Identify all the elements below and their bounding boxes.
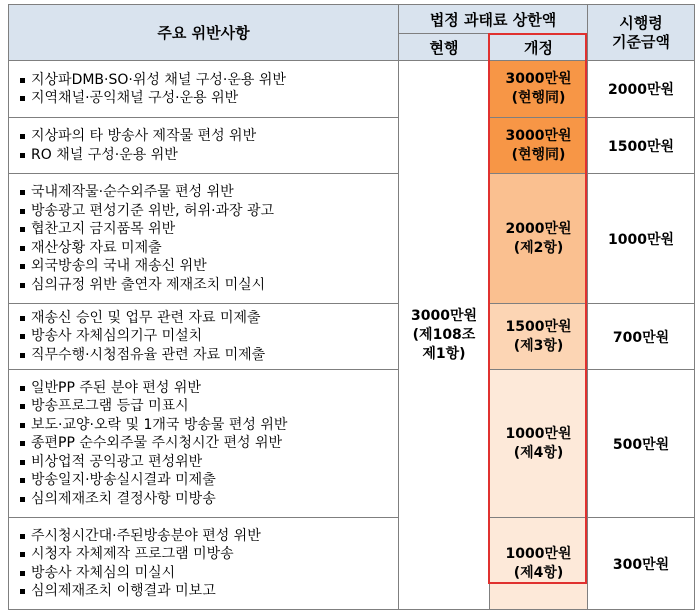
violation-item: 일반PP 주된 분야 편성 위반 xyxy=(19,379,398,398)
table-row xyxy=(9,304,695,370)
violation-item: 협찬고지 금지품목 위반 xyxy=(19,220,398,239)
revised-limit-amount: 3000만원 xyxy=(505,127,572,144)
violation-list xyxy=(19,127,398,164)
violation-item: 국내제작물·순수외주물 편성 위반 xyxy=(19,183,398,202)
header-legal-limit: 법정 과태료 상한액 xyxy=(399,5,588,34)
revised-limit-clause: (제2항) xyxy=(513,239,564,256)
base-amount-cell: 500만원 xyxy=(588,370,695,518)
current-limit-line3: 제1항) xyxy=(422,345,466,362)
violation-item: 심의제재조치 결정사항 미방송 xyxy=(19,490,398,509)
violations-cell xyxy=(9,174,399,304)
revised-limit-clause: (제4항) xyxy=(513,444,564,461)
revised-limit-amount: 3000만원 xyxy=(505,71,572,87)
violation-item: 시청자 자체제작 프로그램 미방송 xyxy=(19,545,398,564)
table-row xyxy=(9,118,695,174)
violation-item: 방송광고 편성기준 위반, 허위·과장 광고 xyxy=(19,202,398,221)
violation-item: 재송신 승인 및 업무 관련 자료 미제출 xyxy=(19,309,398,328)
violation-item: 방송사 자체심의기구 미설치 xyxy=(19,327,398,346)
violation-item: 지상파의 타 방송사 제작물 편성 위반 xyxy=(19,127,398,146)
table-row xyxy=(9,518,695,610)
base-amount-cell: 1500만원 xyxy=(588,118,695,174)
violation-item: RO 채널 구성·운용 위반 xyxy=(19,146,398,165)
violation-list xyxy=(19,527,398,601)
table-row xyxy=(9,370,695,518)
current-limit-cell xyxy=(399,61,490,610)
violation-item: 지상파DMB·SO·위성 채널 구성·운용 위반 xyxy=(19,71,398,90)
violation-item: 직무수행·시청점유율 관련 자료 미제출 xyxy=(19,346,398,365)
violation-item: 방송프로그램 등급 미표시 xyxy=(19,397,398,416)
violation-list xyxy=(19,183,398,294)
table-row xyxy=(9,174,695,304)
base-amount-cell: 1000만원 xyxy=(588,174,695,304)
header-violations: 주요 위반사항 xyxy=(9,5,399,61)
revised-limit-cell xyxy=(490,370,588,518)
violations-cell xyxy=(9,118,399,174)
current-limit-line2: (제108조 xyxy=(412,326,476,343)
violation-list xyxy=(19,309,398,365)
violation-item: 방송사 자체심의 미실시 xyxy=(19,564,398,583)
penalty-table xyxy=(8,4,695,610)
violation-item: 지역채널·공익채널 구성·운용 위반 xyxy=(19,89,398,108)
revised-limit-amount: 1000만원 xyxy=(505,545,572,562)
header-base-line1: 시행령 xyxy=(619,13,663,32)
revised-limit-cell xyxy=(490,518,588,610)
revised-limit-clause: (제4항) xyxy=(513,564,564,581)
violation-item: 심의제재조치 이행결과 미보고 xyxy=(19,582,398,601)
violation-item: 비상업적 공익광고 편성위반 xyxy=(19,453,398,472)
violation-item: 방송일지·방송실시결과 미제출 xyxy=(19,471,398,490)
revised-limit-cell xyxy=(490,304,588,370)
table-row xyxy=(9,61,695,118)
violations-cell xyxy=(9,370,399,518)
violation-item: 보도·교양·오락 및 1개국 방송물 편성 위반 xyxy=(19,416,398,435)
base-amount-cell: 300만원 xyxy=(588,518,695,610)
violation-item: 재산상황 자료 미제출 xyxy=(19,239,398,258)
current-limit-line1: 3000만원 xyxy=(410,307,477,324)
violations-cell xyxy=(9,304,399,370)
violation-list xyxy=(19,71,398,108)
violation-item: 주시청시간대·주된방송분야 편성 위반 xyxy=(19,527,398,546)
violations-cell xyxy=(9,61,399,118)
revised-limit-cell xyxy=(490,61,588,118)
violations-cell xyxy=(9,518,399,610)
base-amount-cell: 2000만원 xyxy=(588,61,695,118)
violation-item: 외국방송의 국내 재송신 위반 xyxy=(19,257,398,276)
revised-limit-cell xyxy=(490,118,588,174)
base-amount-cell: 700만원 xyxy=(588,304,695,370)
header-current: 현행 xyxy=(399,34,490,61)
revised-limit-cell xyxy=(490,174,588,304)
violation-item: 심의규정 위반 출연자 제재조치 미실시 xyxy=(19,276,398,295)
header-base-line2: 기준금액 xyxy=(612,32,670,51)
revised-limit-amount: 1500만원 xyxy=(505,318,572,335)
revised-limit-amount: 1000만원 xyxy=(505,425,572,442)
table-body xyxy=(9,61,695,610)
violation-item: 종편PP 순수외주물 주시청시간 편성 위반 xyxy=(19,434,398,453)
violation-list xyxy=(19,379,398,509)
revised-limit-amount: 2000만원 xyxy=(505,220,572,237)
header-revised: 개정 xyxy=(490,34,588,61)
revised-limit-clause: (현행同) xyxy=(511,90,566,106)
revised-limit-clause: (제3항) xyxy=(513,337,564,354)
header-base-amount xyxy=(588,5,695,61)
revised-limit-clause: (현행同) xyxy=(511,146,566,163)
